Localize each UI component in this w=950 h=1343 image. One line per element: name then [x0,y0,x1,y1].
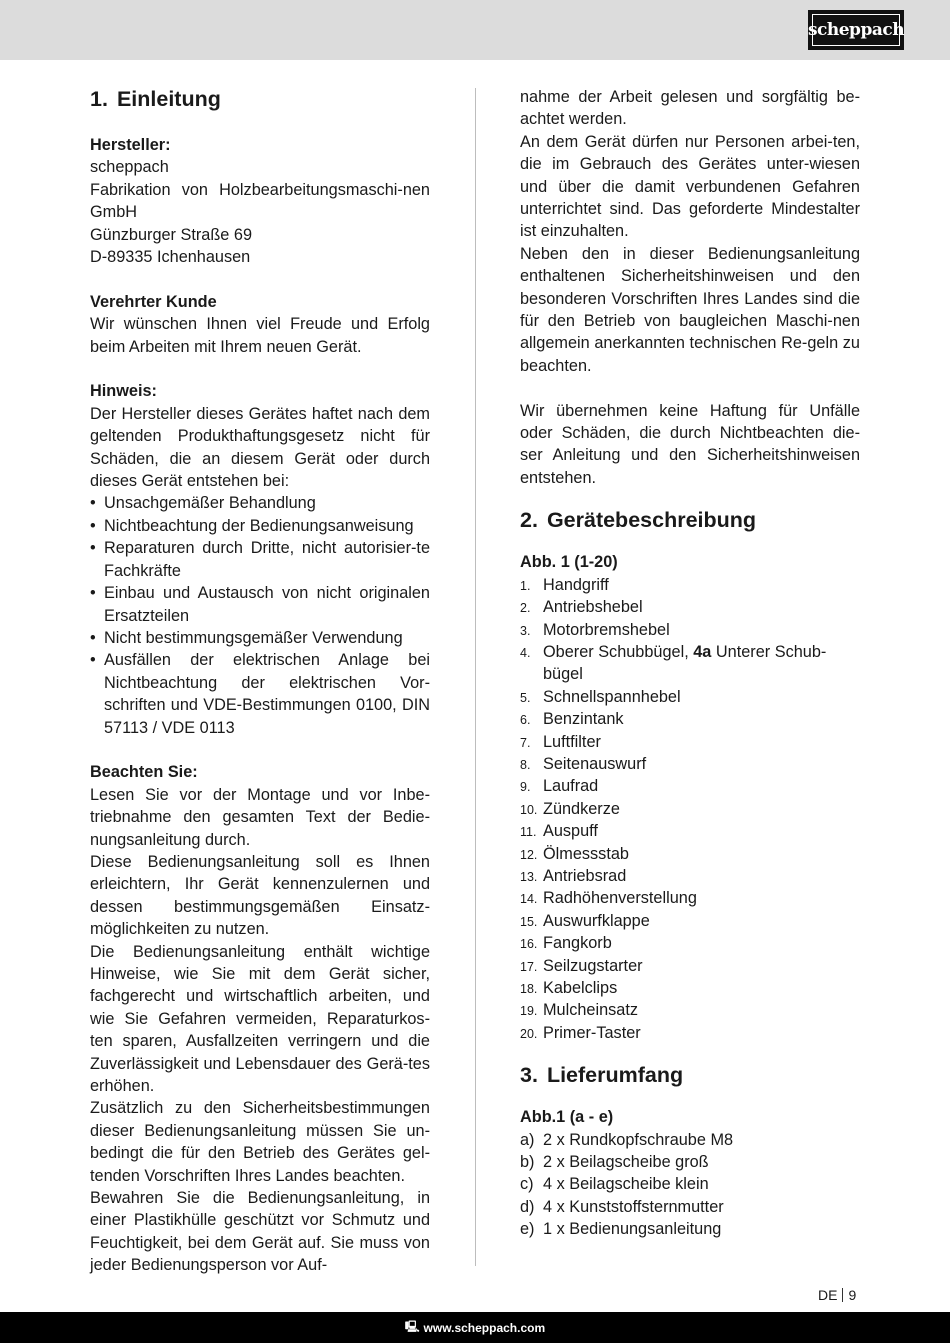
scope-list [520,1129,860,1241]
part-number: 13. [520,869,538,884]
part-item [520,753,860,775]
part-item [520,775,860,797]
part-label: Schnellspannhebel [543,687,681,706]
part-label: Auspuff [543,822,598,841]
list-item: • Nicht bestimmungsgemäßer Verwendung [90,627,430,649]
section-title: Einleitung [116,87,221,111]
paragraph: Bewahren Sie die Bedienungsanleitung, in einer Plastikhülle geschützt vor Schmutz und Feuchtigkeit, bei dem Gerät auf. Sie muss von jeder Bedienungsperson vor Auf- [90,1189,430,1275]
part-number: 16. [520,937,538,952]
page-num: 9 [848,1287,857,1303]
part-label: Oberer Schubbügel, [543,642,694,661]
scope-letter: a) [520,1130,535,1149]
part-item [520,731,860,753]
part-item [520,999,860,1021]
section-number: 3. [520,1063,538,1088]
abb-ae-label: Abb.1 (a - e) [520,1108,614,1127]
part-label: Fangkorb [543,934,612,953]
part-label: Kabelclips [543,979,618,998]
scheppach-logo [808,10,904,50]
list-item: • Unsachgemäßer Behandlung [90,492,430,514]
paragraph: Die Bedienungsanleitung enthält wichtige Hinweise, wie Sie mit dem Gerät sicher, fachgerecht und wirtschaftlich arbeiten, und wie Sie Gefahren vermeiden, Reparaturkos-ten sparen, Ausfallzeiten verringern und die Zuverlässigkeit und Lebensdauer des Gerä-tes erhöhen. [90,942,430,1096]
left-column [90,86,430,1277]
website-link[interactable]: www.scheppach.com [423,1320,546,1335]
section-heading-1 [90,86,430,112]
address-line: Fabrikation von Holzbearbeitungsmaschi-nen GmbH [90,180,430,222]
hinweis-label: Hinweis: [90,382,157,401]
part-label: Laufrad [543,777,599,796]
part-label: Auswurfklappe [543,911,650,930]
part-label: Mulcheinsatz [543,1001,639,1020]
scope-item [520,1151,860,1173]
beachten-label: Beachten Sie: [90,763,198,782]
part-item [520,887,860,909]
part-item [520,574,860,596]
part-label: Radhöhenverstellung [543,889,697,908]
part-label: Antriebsrad [543,866,627,885]
scope-label: 4 x Beilagscheibe klein [543,1175,709,1194]
paragraph: Lesen Sie vor der Montage und vor Inbe-triebnahme den gesamten Text der Bedie-nungsanleitung durch. [90,785,430,849]
scope-item [520,1218,860,1240]
footer-bar [0,1312,950,1343]
address-line: scheppach [90,158,169,177]
scope-label: 2 x Rundkopfschraube M8 [543,1130,734,1149]
scope-letter: d) [520,1197,535,1216]
section-number: 1. [90,87,108,111]
part-number: 6. [520,713,531,728]
scope-label: 2 x Beilagscheibe groß [543,1153,709,1172]
scope-item [520,1173,860,1195]
paragraph: Zusätzlich zu den Sicherheitsbestimmungen dieser Bedienungsanleitung müssen Sie un-bedingt die für den Betrieb des Gerätes gel-tenden Vorschriften Ihres Landes beachten. [90,1099,430,1185]
part-number: 5. [520,690,531,705]
part-number: 15. [520,914,538,929]
computer-icon: 🖳 [404,1321,420,1333]
part-item [520,843,860,865]
part-number: 19. [520,1004,538,1019]
part-number: 10. [520,802,538,817]
part-item [520,865,860,887]
abb1-label: Abb. 1 (1-20) [520,553,618,572]
part-sub-label: Unterer Schub-bügel [543,642,827,684]
part-item [520,977,860,999]
list-item: • Einbau und Austausch von nicht originalen Ersatzteilen [90,582,430,627]
part-sub-number: 4a [693,642,712,661]
part-label: Zündkerze [543,799,620,818]
scope-label: 4 x Kunststoffsternmutter [543,1197,724,1216]
part-label: Primer-Taster [543,1023,641,1042]
part-item [520,619,860,641]
page-separator [842,1288,843,1302]
part-item [520,932,860,954]
part-number: 11. [520,825,537,840]
part-label: Motorbremshebel [543,620,670,639]
part-number: 20. [520,1026,538,1041]
part-label: Luftfilter [543,732,601,751]
part-number: 2. [520,601,531,616]
part-label: Handgriff [543,575,609,594]
list-item: • Reparaturen durch Dritte, nicht autorisier-te Fachkräfte [90,537,430,582]
part-item [520,820,860,842]
part-item [520,798,860,820]
part-label: Seilzugstarter [543,956,643,975]
part-label: Antriebshebel [543,598,643,617]
part-item [520,1022,860,1044]
scope-letter: b) [520,1153,535,1172]
scope-item [520,1129,860,1151]
section-number: 2. [520,508,538,533]
scope-label: 1 x Bedienungsanleitung [543,1220,722,1239]
list-item: • Nichtbeachtung der Bedienungsanweisung [90,515,430,537]
part-number: 18. [520,982,538,997]
haftung-paragraph: Wir übernehmen keine Haftung für Unfälle oder Schäden, die durch Nichtbeachten die-ser Anleitung und den Sicherheitshinweisen entstehen. [520,401,860,487]
hersteller-label: Hersteller: [90,136,171,154]
section-title: Lieferumfang [546,1063,684,1088]
logo-text: scheppach [812,14,900,46]
part-item [520,708,860,730]
page-number [818,1286,856,1304]
part-number: 4. [520,645,531,660]
hinweis-list [90,492,430,738]
scope-letter: c) [520,1175,534,1194]
right-column [520,86,860,1241]
section-heading-3 [520,1062,860,1088]
part-number: 14. [520,892,538,907]
paragraph: An dem Gerät dürfen nur Personen arbei-ten, die im Gebrauch des Gerätes unter-wiesen und über die damit verbundenen Gefahren unterrichtet sind. Das geforderte Mindestalter ist einzuhalten. [520,132,860,241]
part-number: 9. [520,780,531,795]
scope-item [520,1196,860,1218]
section-heading-2 [520,507,860,533]
part-number: 8. [520,757,531,772]
header-bar [0,0,950,60]
paragraph: Neben den in dieser Bedienungsanleitung enthaltenen Sicherheitshinweisen und den besonderen Vorschriften Ihres Landes sind die für den Betrieb von baugleichen Maschi-nen allgemein anerkannten technischen Re-geln zu beachten. [520,244,860,375]
column-divider [475,88,476,1266]
part-item [520,955,860,977]
part-item [520,641,860,686]
section-title: Gerätebeschreibung [546,508,757,533]
part-number: 12. [520,847,538,862]
scope-letter: e) [520,1220,535,1239]
kunde-label: Verehrter Kunde [90,292,217,311]
part-item [520,596,860,618]
paragraph: Diese Bedienungsanleitung soll es Ihnen erleichtern, Ihr Gerät kennenzulernen und dessen bestimmungsgemäßen Einsatz-möglichkeiten zu nutzen. [90,852,430,939]
part-label: Seitenauswurf [543,754,647,773]
address-line: Günzburger Straße 69 [90,225,252,244]
part-number: 3. [520,623,531,638]
parts-list [520,574,860,1045]
kunde-text: Wir wünschen Ihnen viel Freude und Erfolg beim Arbeiten mit Ihrem neuen Gerät. [90,315,430,356]
page-lang: DE [818,1287,838,1303]
address-line: D-89335 Ichenhausen [90,248,251,267]
list-item: • Ausfällen der elektrischen Anlage bei Nichtbeachtung der elektrischen Vor-schriften und VDE-Bestimmungen 0100, DIN 57113 / VDE 0113 [90,649,430,739]
part-number: 17. [520,959,538,974]
part-item [520,910,860,932]
part-label: Benzintank [543,710,624,729]
part-item [520,686,860,708]
part-number: 1. [520,578,531,593]
part-number: 7. [520,735,531,750]
hinweis-text: Der Hersteller dieses Gerätes haftet nach dem geltenden Produkthaftungsgesetz nicht für Schäden, die an diesem Gerät oder durch dieses Gerät entstehen bei: [90,404,430,491]
paragraph: nahme der Arbeit gelesen und sorgfältig be-achtet werden. [520,88,860,129]
part-label: Ölmessstab [543,844,629,863]
